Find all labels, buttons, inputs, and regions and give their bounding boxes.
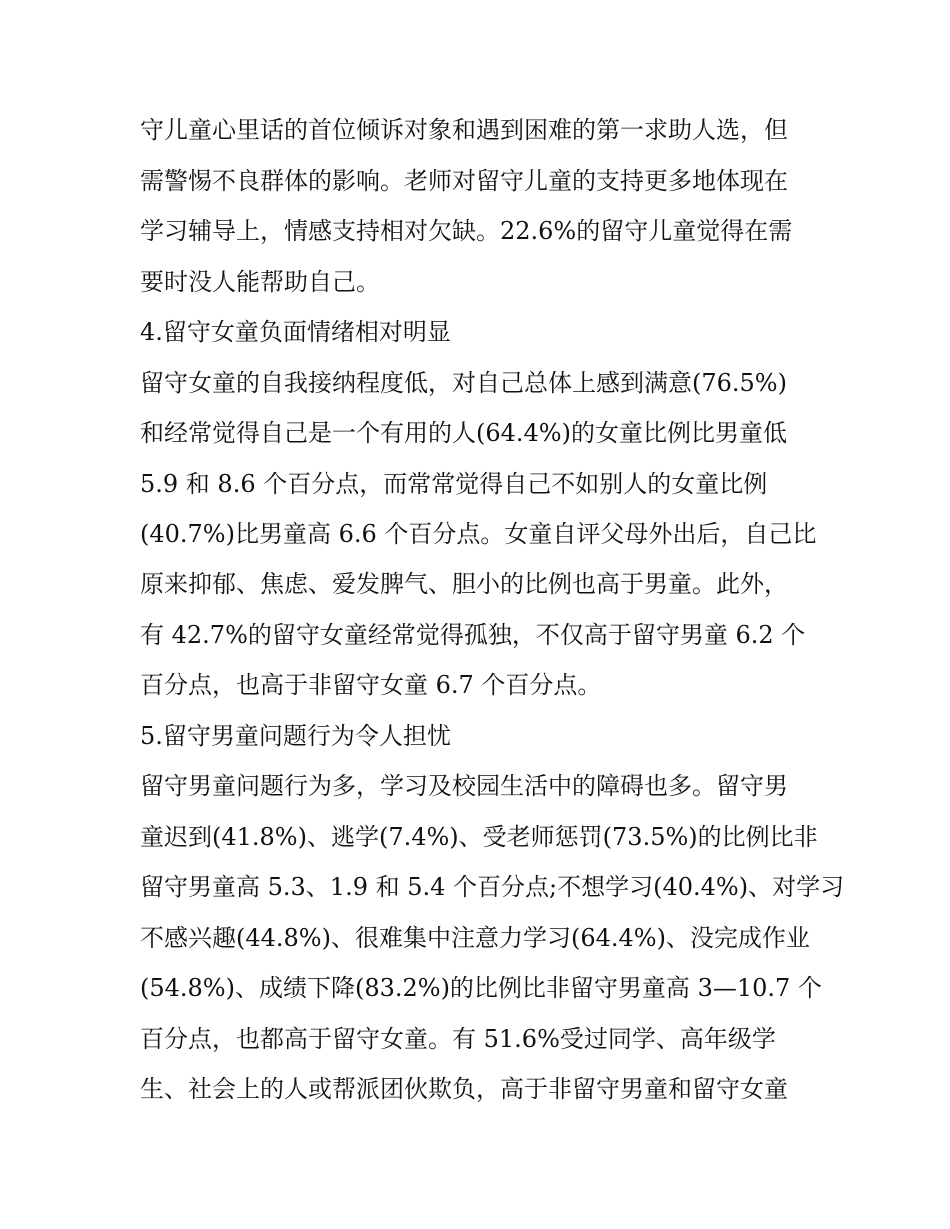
text-line: 留守女童的自我接纳程度低，对自己总体上感到满意(76.5%) <box>140 369 787 397</box>
text-line: 原来抑郁、焦虑、爱发脾气、胆小的比例也高于男童。此外， <box>140 570 788 598</box>
text-line: 5.9 和 8.6 个百分点，而常常觉得自己不如别人的女童比例 <box>140 470 768 498</box>
text-line: (40.7%)比男童高 6.6 个百分点。女童自评父母外出后，自己比 <box>140 520 817 548</box>
text-line: 童迟到(41.8%)、逃学(7.4%)、受老师惩罚(73.5%)的比例比非 <box>140 823 818 851</box>
text-line: 需警惕不良群体的影响。老师对留守儿童的支持更多地体现在 <box>140 167 788 195</box>
text-line: 守儿童心里话的首位倾诉对象和遇到困难的第一求助人选，但 <box>140 116 788 144</box>
section-heading: 4.留守女童负面情绪相对明显 <box>140 318 451 346</box>
text-line: 留守男童问题行为多，学习及校园生活中的障碍也多。留守男 <box>140 772 788 800</box>
text-line: 有 42.7%的留守女童经常觉得孤独，不仅高于留守男童 6.2 个 <box>140 621 806 649</box>
text-line: 百分点，也都高于留守女童。有 51.6%受过同学、高年级学 <box>140 1025 776 1053</box>
text-line: 百分点，也高于非留守女童 6.7 个百分点。 <box>140 671 602 699</box>
text-line: 生、社会上的人或帮派团伙欺负，高于非留守男童和留守女童 <box>140 1075 788 1103</box>
text-line: 学习辅导上，情感支持相对欠缺。22.6%的留守儿童觉得在需 <box>140 217 793 245</box>
text-line: 和经常觉得自己是一个有用的人(64.4%)的女童比例比男童低 <box>140 419 787 447</box>
text-line: 要时没人能帮助自己。 <box>140 268 380 296</box>
text-line: (54.8%)、成绩下降(83.2%)的比例比非留守男童高 3—10.7 个 <box>140 974 822 1002</box>
text-line: 留守男童高 5.3、1.9 和 5.4 个百分点;不想学习(40.4%)、对学习 <box>140 873 845 901</box>
section-heading: 5.留守男童问题行为令人担忧 <box>140 722 451 750</box>
text-line: 不感兴趣(44.8%)、很难集中注意力学习(64.4%)、没完成作业 <box>140 924 810 952</box>
